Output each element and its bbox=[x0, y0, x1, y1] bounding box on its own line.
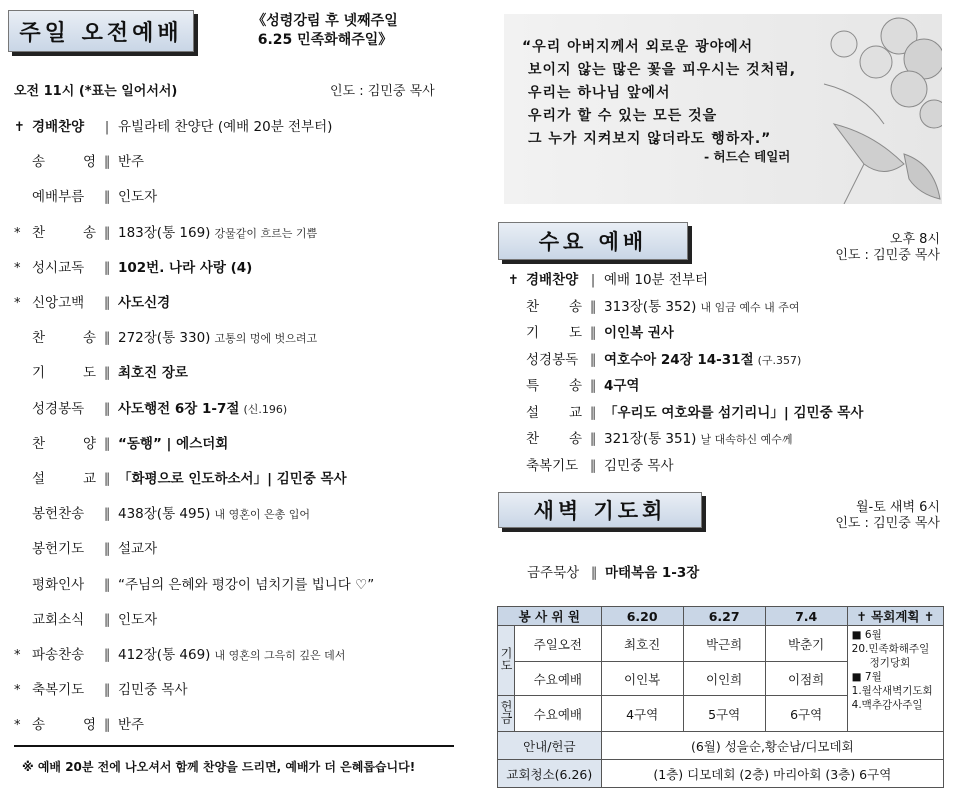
order-value: 김민중 목사 bbox=[118, 682, 188, 699]
order-row bbox=[14, 291, 170, 311]
order-row bbox=[508, 268, 708, 288]
plan-line: ■ 6월 bbox=[851, 629, 882, 641]
separator: ∥ bbox=[103, 295, 111, 311]
order-row bbox=[14, 432, 228, 452]
order-label: 찬 송 bbox=[526, 431, 582, 447]
order-label: 송 영 bbox=[32, 154, 96, 171]
order-row bbox=[14, 115, 332, 135]
table-cell: 4구역 bbox=[601, 696, 683, 732]
sunday-subtitle bbox=[230, 12, 420, 50]
order-label: 성시교독 bbox=[32, 259, 85, 276]
order-label: 설 교 bbox=[526, 404, 582, 421]
order-row bbox=[14, 608, 157, 628]
cleaning-label: 교회청소(6.26) bbox=[498, 760, 602, 788]
order-row bbox=[14, 678, 188, 698]
separator: ∥ bbox=[103, 611, 111, 628]
order-label: 찬 송 bbox=[32, 224, 96, 241]
order-note: 내 영혼이 은총 입어 bbox=[214, 508, 310, 522]
order-label: 성경봉독 bbox=[526, 351, 579, 368]
header-cell: 봉 사 위 원 bbox=[498, 607, 602, 626]
order-value: 반주 bbox=[118, 717, 145, 734]
separator: ∥ bbox=[590, 565, 598, 581]
order-label: 봉헌기도 bbox=[32, 541, 85, 558]
cross-icon: ✝ bbox=[14, 120, 25, 135]
separator: ∥ bbox=[103, 400, 111, 417]
order-note: 고통의 멍에 벗으려고 bbox=[214, 332, 318, 346]
order-row bbox=[14, 185, 157, 205]
order-value: 272장(통 330) bbox=[118, 330, 211, 347]
quote-line: 우리가 할 수 있는 모든 것을 bbox=[528, 108, 718, 124]
quote-box bbox=[504, 14, 942, 204]
order-value: 설교자 bbox=[118, 541, 158, 558]
order-value: 유빌라테 찬양단 (예배 20분 전부터) bbox=[118, 119, 333, 135]
stand-mark: * bbox=[14, 260, 21, 276]
order-value: 321장(통 351) bbox=[604, 431, 697, 447]
order-label: 예배부름 bbox=[32, 189, 85, 206]
separator: ∥ bbox=[589, 404, 597, 421]
order-note: 강물같이 흐르는 기쁨 bbox=[214, 226, 318, 240]
stand-mark: * bbox=[14, 296, 21, 311]
order-value: 여호수아 24장 14-31절 bbox=[604, 351, 754, 368]
dawn-prayer-title bbox=[498, 492, 702, 528]
dawn-title-text: 새벽 기도회 bbox=[533, 499, 667, 523]
separator: ∥ bbox=[589, 431, 597, 447]
order-row bbox=[508, 295, 799, 315]
separator: ∥ bbox=[589, 298, 597, 315]
order-label: 봉헌찬송 bbox=[32, 506, 85, 523]
stand-mark: * bbox=[14, 683, 21, 699]
order-row bbox=[14, 573, 374, 593]
quote-line: 보이지 않는 많은 꽃을 피우시는 것처럼, bbox=[528, 62, 797, 78]
row-label: 수요예배 bbox=[515, 662, 602, 696]
separator: ∥ bbox=[103, 471, 111, 487]
separator: ∥ bbox=[103, 576, 111, 593]
order-row bbox=[14, 467, 347, 487]
order-label: 축복기도 bbox=[32, 682, 85, 699]
table-row bbox=[498, 760, 944, 788]
order-label: 설 교 bbox=[32, 471, 96, 487]
table-cell: 최호진 bbox=[601, 626, 683, 662]
sunday-service-title-text: 주일 오전예배 bbox=[19, 20, 183, 46]
table-cell: 이점희 bbox=[765, 662, 847, 696]
separator: ∥ bbox=[103, 259, 111, 276]
header-cell: 6.20 bbox=[601, 607, 683, 626]
order-note: (구.357) bbox=[757, 353, 802, 367]
separator: ∥ bbox=[103, 506, 111, 523]
order-value: 예배 10분 전부터 bbox=[604, 272, 709, 288]
order-value: 412장(통 469) bbox=[118, 647, 211, 663]
order-label: 성경봉독 bbox=[32, 400, 85, 417]
order-row bbox=[508, 374, 639, 394]
stand-mark: * bbox=[14, 648, 21, 663]
order-row bbox=[14, 221, 317, 241]
subtitle-line-2: 6.25 민족화해주일》 bbox=[257, 32, 393, 48]
group-prayer-text: 기도 bbox=[499, 646, 513, 671]
wednesday-service-title bbox=[498, 222, 688, 260]
quote-line: 그 누가 지켜보지 않더라도 행하자.” bbox=[528, 131, 772, 147]
separator: ∥ bbox=[589, 457, 597, 474]
order-note: 날 대속하신 예수께 bbox=[700, 433, 793, 446]
guide-value: (6월) 성을순,황순남/디모데회 bbox=[601, 732, 943, 760]
order-value: 최호진 장로 bbox=[118, 365, 188, 382]
order-label: 기 도 bbox=[526, 325, 582, 341]
order-row bbox=[14, 537, 157, 557]
order-row bbox=[508, 348, 801, 368]
order-note: (신.196) bbox=[243, 402, 288, 416]
order-value: 102번. 나라 사랑 (4) bbox=[118, 259, 253, 276]
order-label: 찬 송 bbox=[526, 298, 582, 315]
table-row bbox=[498, 626, 944, 662]
separator: | bbox=[104, 119, 110, 135]
sunday-time: 오전 11시 (*표는 일어서서) bbox=[14, 84, 178, 99]
order-value: 사도행전 6장 1-7절 bbox=[118, 400, 240, 417]
sunday-leader: 인도 : 김민중 목사 bbox=[330, 84, 435, 99]
table-cell: 박춘기 bbox=[765, 626, 847, 662]
order-value: “주님의 은혜와 평강이 넘치기를 빕니다 ♡” bbox=[118, 576, 375, 593]
guide-label: 안내/헌금 bbox=[498, 732, 602, 760]
sunday-service-title bbox=[8, 10, 194, 52]
plan-line: ■ 7월 bbox=[851, 671, 882, 683]
separator: ∥ bbox=[103, 224, 111, 241]
header-cell: 7.4 bbox=[765, 607, 847, 626]
order-value: 「우리도 여호와를 섬기리니」| 김민중 목사 bbox=[604, 404, 864, 421]
order-value: “동행” | 에스더회 bbox=[118, 435, 229, 452]
order-value: 김민중 목사 bbox=[604, 457, 674, 474]
table-cell: 5구역 bbox=[683, 696, 765, 732]
table-cell: 이인복 bbox=[601, 662, 683, 696]
group-prayer bbox=[498, 626, 515, 696]
order-label: 찬 양 bbox=[32, 435, 96, 452]
separator: ∥ bbox=[589, 378, 597, 394]
plan-line: 20.민족화해주일 bbox=[851, 643, 930, 655]
order-value: 183장(통 169) bbox=[118, 224, 211, 241]
cleaning-value: (1층) 디모데회 (2층) 마리아회 (3층) 6구역 bbox=[601, 760, 943, 788]
separator: ∥ bbox=[103, 189, 111, 206]
order-label: 경배찬양 bbox=[32, 119, 85, 135]
order-row bbox=[14, 361, 188, 381]
wednesday-title-text: 수요 예배 bbox=[538, 230, 648, 254]
order-value: 4구역 bbox=[604, 378, 640, 394]
group-offering bbox=[498, 696, 515, 732]
dawn-leader: 인도 : 김민중 목사 bbox=[835, 516, 940, 531]
order-value: 사도신경 bbox=[118, 295, 171, 311]
order-row bbox=[14, 256, 252, 276]
separator: ∥ bbox=[103, 647, 111, 663]
order-value: 반주 bbox=[118, 154, 145, 171]
pastoral-plan bbox=[847, 626, 943, 732]
order-row bbox=[14, 643, 345, 663]
separator: ∥ bbox=[103, 435, 111, 452]
dawn-meditation-value: 마태복음 1-3장 bbox=[605, 565, 700, 581]
order-label: 교회소식 bbox=[32, 611, 85, 628]
order-row bbox=[508, 401, 863, 421]
row-label: 주일오전 bbox=[515, 626, 602, 662]
quote-author: - 허드슨 테일러 bbox=[704, 149, 791, 164]
dawn-meditation-row bbox=[527, 561, 699, 581]
order-note: 내 영혼의 그윽히 깊은 데서 bbox=[214, 649, 346, 662]
subtitle-line-1: 《성령강림 후 넷째주일 bbox=[252, 13, 398, 29]
row-label: 수요예배 bbox=[515, 696, 602, 732]
order-row bbox=[14, 397, 287, 417]
order-row bbox=[508, 427, 792, 447]
order-label: 특 송 bbox=[526, 378, 582, 394]
footer-divider bbox=[14, 745, 454, 747]
plan-line: 정기당회 bbox=[869, 657, 911, 669]
order-row bbox=[14, 713, 144, 733]
footer-note: ※ 예배 20분 전에 나오셔서 함께 찬양을 드리면, 예배가 더 은혜롭습니다! bbox=[22, 760, 416, 774]
order-label: 기 도 bbox=[32, 365, 96, 382]
cross-icon: ✝ bbox=[508, 273, 519, 288]
order-label: 파송찬송 bbox=[32, 647, 85, 663]
dawn-time: 월-토 새벽 6시 bbox=[855, 500, 940, 515]
separator: | bbox=[590, 272, 596, 288]
quote-line: 우리는 하나님 앞에서 bbox=[528, 85, 671, 101]
order-label: 송 영 bbox=[32, 717, 96, 734]
order-value: 인도자 bbox=[118, 189, 158, 206]
stand-mark: * bbox=[14, 718, 21, 734]
separator: ∥ bbox=[103, 682, 111, 699]
separator: ∥ bbox=[103, 717, 111, 734]
wednesday-leader: 인도 : 김민중 목사 bbox=[835, 248, 940, 263]
plan-line: 4.맥추감사주일 bbox=[851, 699, 923, 711]
order-label: 찬 송 bbox=[32, 330, 96, 347]
separator: ∥ bbox=[103, 154, 111, 171]
order-note: 내 임금 예수 내 주여 bbox=[700, 300, 800, 314]
order-row bbox=[508, 321, 674, 341]
separator: ∥ bbox=[103, 365, 111, 382]
plan-line: 1.월삭새벽기도회 bbox=[851, 685, 933, 697]
stand-mark: * bbox=[14, 225, 21, 241]
wednesday-time: 오후 8시 bbox=[889, 232, 940, 247]
group-offering-text: 헌금 bbox=[499, 700, 513, 724]
separator: ∥ bbox=[589, 325, 597, 341]
table-cell: 6구역 bbox=[765, 696, 847, 732]
duty-table-header bbox=[498, 607, 944, 626]
duty-table bbox=[497, 606, 944, 788]
order-value: 이인복 권사 bbox=[604, 325, 674, 341]
order-label: 경배찬양 bbox=[526, 272, 579, 288]
order-value: 인도자 bbox=[118, 611, 158, 628]
order-value: 「화평으로 인도하소서」| 김민중 목사 bbox=[118, 471, 347, 487]
order-row bbox=[14, 502, 310, 522]
header-cell: ✝ 목회계획 ✝ bbox=[847, 607, 943, 626]
table-cell: 박근희 bbox=[683, 626, 765, 662]
order-row bbox=[14, 150, 144, 170]
order-label: 축복기도 bbox=[526, 457, 579, 474]
order-row bbox=[14, 326, 317, 346]
dawn-meditation-label: 금주묵상 bbox=[527, 565, 580, 581]
order-label: 평화인사 bbox=[32, 576, 85, 593]
order-label: 신앙고백 bbox=[32, 295, 85, 311]
table-row bbox=[498, 732, 944, 760]
table-cell: 이인희 bbox=[683, 662, 765, 696]
quote-line: “우리 아버지께서 외로운 광야에서 bbox=[522, 39, 754, 55]
separator: ∥ bbox=[589, 351, 597, 368]
order-value: 313장(통 352) bbox=[604, 298, 697, 315]
order-row bbox=[508, 454, 674, 474]
separator: ∥ bbox=[103, 541, 111, 558]
header-cell: 6.27 bbox=[683, 607, 765, 626]
order-value: 438장(통 495) bbox=[118, 506, 211, 523]
quote-text bbox=[522, 36, 796, 151]
separator: ∥ bbox=[103, 330, 111, 347]
